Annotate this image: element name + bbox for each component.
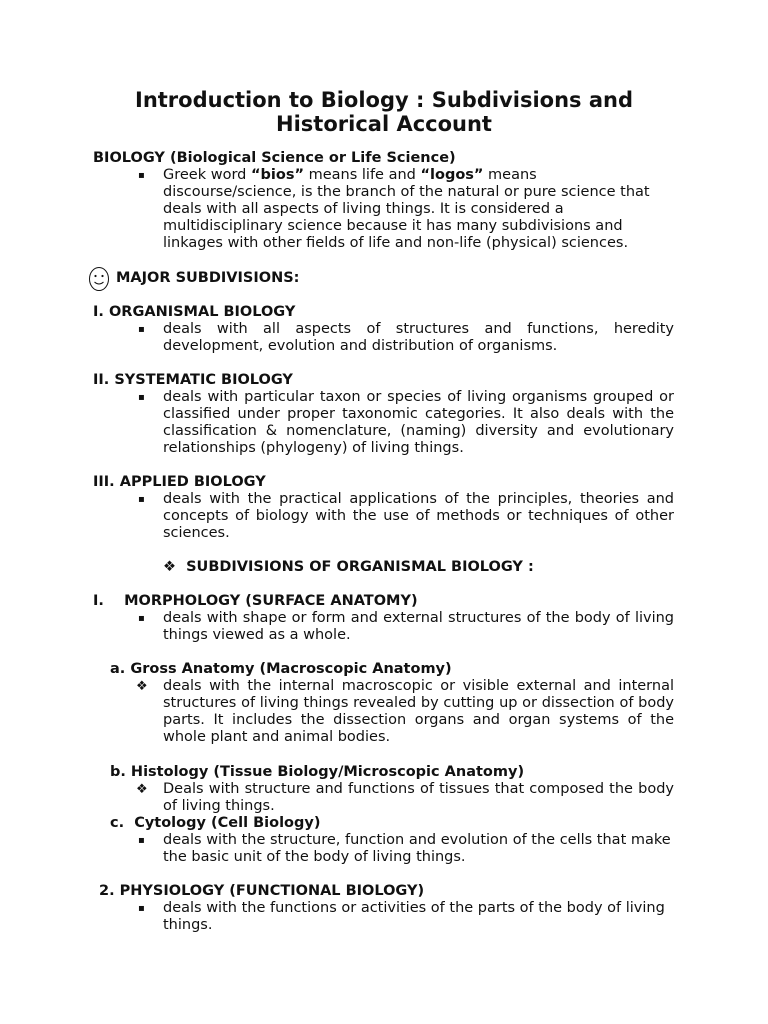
applied-text: ▪ deals with the practical applications of the principles, theories and concepts of biology with the use of methods or techniques of other sciences. [138,491,674,541]
major-subdivisions-heading: MAJOR SUBDIVISIONS: [116,270,300,286]
square-bullet-icon: ▪ [138,170,145,181]
title-line-1: Introduction to Biology : Subdivisions and [135,88,633,112]
applied-heading: III. APPLIED BIOLOGY [93,474,266,490]
square-bullet-icon: ▪ [138,835,145,846]
morphology-text: ▪ deals with shape or form and external structures of the body of living things viewed as a whole. [138,610,674,643]
histology-heading: b. Histology (Tissue Biology/Microscopic Anatomy) [110,764,525,780]
systematic-text: ▪ deals with particular taxon or species of living organisms grouped or classified under proper taxonomic categories. It also deals with the classification & nomenclature, (naming) diversity and evolutionary relationships (phylogeny) of living things. [138,389,674,456]
title-line-2: Historical Account [276,112,492,136]
physiology-heading: 2. PHYSIOLOGY (FUNCTIONAL BIOLOGY) [99,883,425,899]
square-bullet-icon: ▪ [138,324,145,335]
cytology-text: ▪ deals with the structure, function and evolution of the cells that make the basic unit of the body of living things. [138,832,671,865]
square-bullet-icon: ▪ [138,903,145,914]
biology-definition: ▪ Greek word “bios” means life and “logos” means discourse/science, is the branch of the natural or pure science that deals with all aspects of living things. It is considered a multidisciplinary science because it has many subdivisions and linkages with other fields of life and non-life (physical) sciences. [138,167,650,251]
organismal-heading: I. ORGANISMAL BIOLOGY [93,304,296,320]
cytology-heading: c. Cytology (Cell Biology) [110,815,321,831]
square-bullet-icon: ▪ [138,392,145,403]
histology-text: ❖ Deals with structure and functions of tissues that composed the body of living things. [136,781,674,814]
gross-anatomy-heading: a. Gross Anatomy (Macroscopic Anatomy) [110,661,452,677]
square-bullet-icon: ▪ [138,494,145,505]
diamond-bullet-icon: ❖ [136,782,148,797]
square-bullet-icon: ▪ [138,613,145,624]
diamond-bullet-icon: ❖ [136,679,148,694]
smiley-face-icon [88,266,110,292]
morphology-heading: I. MORPHOLOGY (SURFACE ANATOMY) [93,593,418,609]
gross-anatomy-text: ❖ deals with the internal macroscopic or visible external and internal structures of living things revealed by cutting up or dissection of body parts. It includes the dissection organs and organ systems of the whole plant and animal bodies. [136,678,674,745]
physiology-text: ▪ deals with the functions or activities of the parts of the body of living things. [138,900,665,933]
biology-heading: BIOLOGY (Biological Science or Life Science) [93,150,456,166]
subdivisions-organismal-heading: ❖ SUBDIVISIONS OF ORGANISMAL BIOLOGY : [163,559,534,575]
diamond-bullet-icon: ❖ [163,559,176,575]
systematic-heading: II. SYSTEMATIC BIOLOGY [93,372,293,388]
organismal-text: ▪ deals with all aspects of structures and functions, heredity development, evolution and distribution of organisms. [138,321,674,354]
